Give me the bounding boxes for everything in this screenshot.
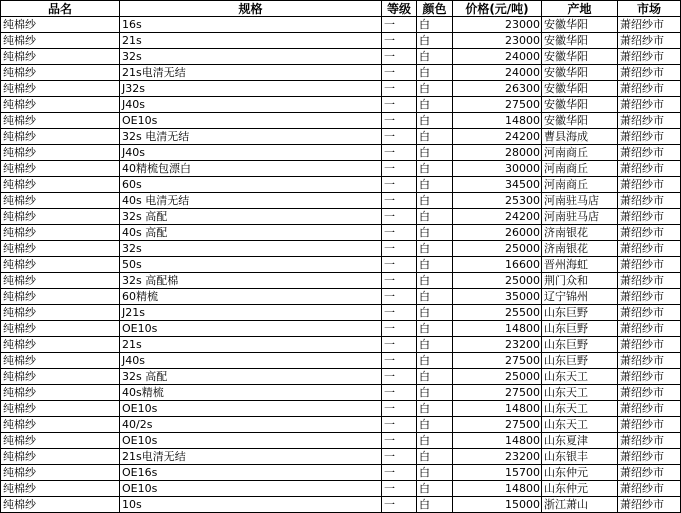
price-cell: 24200 — [453, 129, 542, 145]
grade-cell: 一 — [382, 241, 417, 257]
color-cell: 白 — [417, 433, 453, 449]
color-cell: 白 — [417, 257, 453, 273]
header-row — [1, 1, 681, 17]
grade-cell: 一 — [382, 385, 417, 401]
product-name-cell: 纯棉纱 — [1, 97, 120, 113]
spec-cell: 32s 高配 — [120, 369, 382, 385]
grade-cell: 一 — [382, 481, 417, 497]
grade-cell: 一 — [382, 65, 417, 81]
color-cell: 白 — [417, 401, 453, 417]
color-cell: 白 — [417, 385, 453, 401]
grade-cell: 一 — [382, 113, 417, 129]
market-cell: 萧绍纱市 — [618, 321, 681, 337]
table-row — [1, 305, 681, 321]
product-name-cell: 纯棉纱 — [1, 289, 120, 305]
grade-cell: 一 — [382, 97, 417, 113]
market-cell: 萧绍纱市 — [618, 129, 681, 145]
origin-cell: 河南商丘 — [542, 145, 618, 161]
product-name-cell: 纯棉纱 — [1, 401, 120, 417]
origin-cell: 安徽华阳 — [542, 65, 618, 81]
spec-cell: 32s 高配 — [120, 209, 382, 225]
header-color: 颜色 — [417, 1, 453, 17]
market-cell: 萧绍纱市 — [618, 465, 681, 481]
price-cell: 24200 — [453, 209, 542, 225]
origin-cell: 山东天工 — [542, 385, 618, 401]
table-row — [1, 321, 681, 337]
grade-cell: 一 — [382, 273, 417, 289]
market-cell: 萧绍纱市 — [618, 81, 681, 97]
spec-cell: 50s — [120, 257, 382, 273]
header-spec: 规格 — [120, 1, 382, 17]
spec-cell: 16s — [120, 17, 382, 33]
product-name-cell: 纯棉纱 — [1, 433, 120, 449]
price-cell: 24000 — [453, 65, 542, 81]
table-row — [1, 289, 681, 305]
market-cell: 萧绍纱市 — [618, 273, 681, 289]
grade-cell: 一 — [382, 49, 417, 65]
product-name-cell: 纯棉纱 — [1, 449, 120, 465]
grade-cell: 一 — [382, 145, 417, 161]
spec-cell: J40s — [120, 145, 382, 161]
origin-cell: 安徽华阳 — [542, 81, 618, 97]
origin-cell: 安徽华阳 — [542, 113, 618, 129]
color-cell: 白 — [417, 337, 453, 353]
table-row — [1, 129, 681, 145]
product-name-cell: 纯棉纱 — [1, 33, 120, 49]
market-cell: 萧绍纱市 — [618, 481, 681, 497]
origin-cell: 安徽华阳 — [542, 17, 618, 33]
price-cell: 27500 — [453, 385, 542, 401]
price-cell: 24000 — [453, 49, 542, 65]
product-name-cell: 纯棉纱 — [1, 385, 120, 401]
origin-cell: 河南商丘 — [542, 177, 618, 193]
product-name-cell: 纯棉纱 — [1, 497, 120, 513]
color-cell: 白 — [417, 273, 453, 289]
origin-cell: 河南商丘 — [542, 161, 618, 177]
spec-cell: OE10s — [120, 401, 382, 417]
header-origin: 产地 — [542, 1, 618, 17]
grade-cell: 一 — [382, 369, 417, 385]
product-name-cell: 纯棉纱 — [1, 321, 120, 337]
color-cell: 白 — [417, 241, 453, 257]
table-row — [1, 417, 681, 433]
origin-cell: 荆门众和 — [542, 273, 618, 289]
color-cell: 白 — [417, 17, 453, 33]
grade-cell: 一 — [382, 209, 417, 225]
grade-cell: 一 — [382, 289, 417, 305]
color-cell: 白 — [417, 417, 453, 433]
spec-cell: OE16s — [120, 465, 382, 481]
price-cell: 14800 — [453, 433, 542, 449]
color-cell: 白 — [417, 145, 453, 161]
grade-cell: 一 — [382, 17, 417, 33]
color-cell: 白 — [417, 289, 453, 305]
grade-cell: 一 — [382, 337, 417, 353]
color-cell: 白 — [417, 321, 453, 337]
origin-cell: 济南银花 — [542, 225, 618, 241]
spec-cell: OE10s — [120, 321, 382, 337]
price-cell: 15000 — [453, 497, 542, 513]
origin-cell: 山东巨野 — [542, 321, 618, 337]
origin-cell: 河南驻马店 — [542, 209, 618, 225]
price-cell: 26300 — [453, 81, 542, 97]
price-cell: 34500 — [453, 177, 542, 193]
price-cell: 14800 — [453, 481, 542, 497]
price-cell: 27500 — [453, 353, 542, 369]
table-body — [1, 17, 681, 513]
spec-cell: 40/2s — [120, 417, 382, 433]
table-row — [1, 257, 681, 273]
table-row — [1, 17, 681, 33]
market-cell: 萧绍纱市 — [618, 305, 681, 321]
origin-cell: 山东银丰 — [542, 449, 618, 465]
color-cell: 白 — [417, 449, 453, 465]
spec-cell: 32s — [120, 49, 382, 65]
table-row — [1, 209, 681, 225]
origin-cell: 山东巨野 — [542, 353, 618, 369]
spec-cell: J40s — [120, 353, 382, 369]
grade-cell: 一 — [382, 401, 417, 417]
market-cell: 萧绍纱市 — [618, 433, 681, 449]
product-name-cell: 纯棉纱 — [1, 465, 120, 481]
color-cell: 白 — [417, 129, 453, 145]
origin-cell: 山东天工 — [542, 401, 618, 417]
market-cell: 萧绍纱市 — [618, 113, 681, 129]
origin-cell: 山东巨野 — [542, 305, 618, 321]
price-cell: 23000 — [453, 17, 542, 33]
market-cell: 萧绍纱市 — [618, 289, 681, 305]
market-cell: 萧绍纱市 — [618, 257, 681, 273]
grade-cell: 一 — [382, 497, 417, 513]
price-cell: 15700 — [453, 465, 542, 481]
header-price: 价格(元/吨) — [453, 1, 542, 17]
grade-cell: 一 — [382, 305, 417, 321]
table-row — [1, 33, 681, 49]
table-row — [1, 465, 681, 481]
origin-cell: 浙江萧山 — [542, 497, 618, 513]
color-cell: 白 — [417, 81, 453, 97]
product-name-cell: 纯棉纱 — [1, 481, 120, 497]
price-cell: 28000 — [453, 145, 542, 161]
spec-cell: 21s电清无结 — [120, 449, 382, 465]
table-row — [1, 145, 681, 161]
market-cell: 萧绍纱市 — [618, 177, 681, 193]
price-cell: 23200 — [453, 449, 542, 465]
origin-cell: 辽宁锦州 — [542, 289, 618, 305]
color-cell: 白 — [417, 97, 453, 113]
market-cell: 萧绍纱市 — [618, 353, 681, 369]
market-cell: 萧绍纱市 — [618, 385, 681, 401]
color-cell: 白 — [417, 193, 453, 209]
market-cell: 萧绍纱市 — [618, 337, 681, 353]
grade-cell: 一 — [382, 33, 417, 49]
spec-cell: 10s — [120, 497, 382, 513]
origin-cell: 晋州海虹 — [542, 257, 618, 273]
origin-cell: 安徽华阳 — [542, 97, 618, 113]
grade-cell: 一 — [382, 433, 417, 449]
origin-cell: 山东夏津 — [542, 433, 618, 449]
origin-cell: 济南银花 — [542, 241, 618, 257]
spec-cell: J40s — [120, 97, 382, 113]
market-cell: 萧绍纱市 — [618, 401, 681, 417]
color-cell: 白 — [417, 353, 453, 369]
table-row — [1, 497, 681, 513]
header-product-name: 品名 — [1, 1, 120, 17]
spec-cell: 32s — [120, 241, 382, 257]
price-cell: 30000 — [453, 161, 542, 177]
color-cell: 白 — [417, 113, 453, 129]
origin-cell: 山东天工 — [542, 417, 618, 433]
price-cell: 25000 — [453, 369, 542, 385]
origin-cell: 山东巨野 — [542, 337, 618, 353]
market-cell: 萧绍纱市 — [618, 33, 681, 49]
color-cell: 白 — [417, 65, 453, 81]
spec-cell: 32s 电清无结 — [120, 129, 382, 145]
market-cell: 萧绍纱市 — [618, 97, 681, 113]
product-name-cell: 纯棉纱 — [1, 225, 120, 241]
price-cell: 26000 — [453, 225, 542, 241]
grade-cell: 一 — [382, 161, 417, 177]
table-row — [1, 97, 681, 113]
spec-cell: 21s — [120, 33, 382, 49]
color-cell: 白 — [417, 305, 453, 321]
grade-cell: 一 — [382, 81, 417, 97]
origin-cell: 安徽华阳 — [542, 49, 618, 65]
price-cell: 14800 — [453, 321, 542, 337]
origin-cell: 安徽华阳 — [542, 33, 618, 49]
origin-cell: 山东仲元 — [542, 481, 618, 497]
color-cell: 白 — [417, 481, 453, 497]
product-name-cell: 纯棉纱 — [1, 17, 120, 33]
grade-cell: 一 — [382, 465, 417, 481]
table-row — [1, 369, 681, 385]
product-name-cell: 纯棉纱 — [1, 209, 120, 225]
table-row — [1, 481, 681, 497]
price-cell: 14800 — [453, 113, 542, 129]
price-cell: 27500 — [453, 417, 542, 433]
spec-cell: 40s 电清无结 — [120, 193, 382, 209]
product-name-cell: 纯棉纱 — [1, 353, 120, 369]
table-row — [1, 49, 681, 65]
table-row — [1, 225, 681, 241]
product-name-cell: 纯棉纱 — [1, 337, 120, 353]
table-row — [1, 273, 681, 289]
grade-cell: 一 — [382, 449, 417, 465]
price-cell: 14800 — [453, 401, 542, 417]
grade-cell: 一 — [382, 129, 417, 145]
grade-cell: 一 — [382, 417, 417, 433]
grade-cell: 一 — [382, 225, 417, 241]
color-cell: 白 — [417, 225, 453, 241]
table-row — [1, 449, 681, 465]
product-name-cell: 纯棉纱 — [1, 161, 120, 177]
table-row — [1, 113, 681, 129]
grade-cell: 一 — [382, 353, 417, 369]
market-cell: 萧绍纱市 — [618, 161, 681, 177]
market-cell: 萧绍纱市 — [618, 145, 681, 161]
product-name-cell: 纯棉纱 — [1, 241, 120, 257]
price-cell: 25300 — [453, 193, 542, 209]
table-row — [1, 193, 681, 209]
table-row — [1, 401, 681, 417]
product-name-cell: 纯棉纱 — [1, 193, 120, 209]
origin-cell: 山东仲元 — [542, 465, 618, 481]
color-cell: 白 — [417, 497, 453, 513]
price-cell: 25500 — [453, 305, 542, 321]
spec-cell: OE10s — [120, 113, 382, 129]
table-row — [1, 81, 681, 97]
grade-cell: 一 — [382, 193, 417, 209]
color-cell: 白 — [417, 33, 453, 49]
price-cell: 25000 — [453, 241, 542, 257]
table-row — [1, 433, 681, 449]
color-cell: 白 — [417, 161, 453, 177]
origin-cell: 山东天工 — [542, 369, 618, 385]
color-cell: 白 — [417, 465, 453, 481]
market-cell: 萧绍纱市 — [618, 417, 681, 433]
spec-cell: 40s 高配 — [120, 225, 382, 241]
table-row — [1, 385, 681, 401]
product-name-cell: 纯棉纱 — [1, 81, 120, 97]
color-cell: 白 — [417, 209, 453, 225]
spec-cell: OE10s — [120, 433, 382, 449]
price-cell: 16600 — [453, 257, 542, 273]
color-cell: 白 — [417, 369, 453, 385]
market-cell: 萧绍纱市 — [618, 369, 681, 385]
product-name-cell: 纯棉纱 — [1, 113, 120, 129]
origin-cell: 河南驻马店 — [542, 193, 618, 209]
spec-cell: 32s 高配棉 — [120, 273, 382, 289]
price-cell: 27500 — [453, 97, 542, 113]
grade-cell: 一 — [382, 257, 417, 273]
price-cell: 23000 — [453, 33, 542, 49]
product-name-cell: 纯棉纱 — [1, 129, 120, 145]
market-cell: 萧绍纱市 — [618, 241, 681, 257]
product-name-cell: 纯棉纱 — [1, 257, 120, 273]
spec-cell: 40精梳包漂白 — [120, 161, 382, 177]
product-name-cell: 纯棉纱 — [1, 305, 120, 321]
grade-cell: 一 — [382, 321, 417, 337]
product-name-cell: 纯棉纱 — [1, 145, 120, 161]
product-name-cell: 纯棉纱 — [1, 369, 120, 385]
market-cell: 萧绍纱市 — [618, 225, 681, 241]
header-market: 市场 — [618, 1, 681, 17]
product-name-cell: 纯棉纱 — [1, 49, 120, 65]
spec-cell: J32s — [120, 81, 382, 97]
market-cell: 萧绍纱市 — [618, 49, 681, 65]
grade-cell: 一 — [382, 177, 417, 193]
market-cell: 萧绍纱市 — [618, 193, 681, 209]
table-row — [1, 353, 681, 369]
product-name-cell: 纯棉纱 — [1, 417, 120, 433]
header-grade: 等级 — [382, 1, 417, 17]
product-name-cell: 纯棉纱 — [1, 65, 120, 81]
color-cell: 白 — [417, 177, 453, 193]
spec-cell: OE10s — [120, 481, 382, 497]
price-cell: 23200 — [453, 337, 542, 353]
table-row — [1, 161, 681, 177]
spec-cell: 21s电清无结 — [120, 65, 382, 81]
table-row — [1, 337, 681, 353]
origin-cell: 曹县海成 — [542, 129, 618, 145]
price-cell: 35000 — [453, 289, 542, 305]
table-row — [1, 241, 681, 257]
spec-cell: 21s — [120, 337, 382, 353]
market-cell: 萧绍纱市 — [618, 17, 681, 33]
product-name-cell: 纯棉纱 — [1, 273, 120, 289]
table-row — [1, 65, 681, 81]
spec-cell: 60s — [120, 177, 382, 193]
market-cell: 萧绍纱市 — [618, 65, 681, 81]
market-cell: 萧绍纱市 — [618, 497, 681, 513]
product-name-cell: 纯棉纱 — [1, 177, 120, 193]
market-cell: 萧绍纱市 — [618, 209, 681, 225]
table-row — [1, 177, 681, 193]
spec-cell: 60精梳 — [120, 289, 382, 305]
spec-cell: J21s — [120, 305, 382, 321]
color-cell: 白 — [417, 49, 453, 65]
price-cell: 25000 — [453, 273, 542, 289]
market-cell: 萧绍纱市 — [618, 449, 681, 465]
spec-cell: 40s精梳 — [120, 385, 382, 401]
